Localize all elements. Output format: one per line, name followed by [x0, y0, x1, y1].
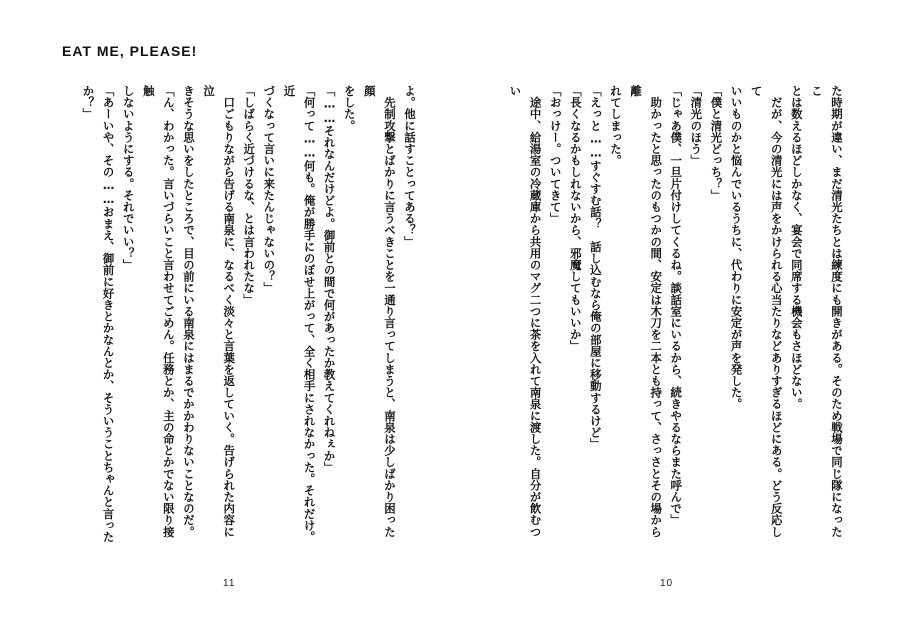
text-line: 「ん、わかった。言いづらいこと言わせてごめん。任務とか、主の命とかでない限り接触 — [141, 85, 176, 538]
left-page-text — [82, 85, 420, 545]
right-page-text — [507, 85, 847, 545]
running-header: EAT ME, PLEASE! — [62, 43, 198, 59]
page-number-left: 11 — [223, 578, 236, 589]
page-number-right: 10 — [660, 578, 674, 589]
text-line: 「あーいや、その……おまえ、御前に好きとかなんとか、そういうことちゃんと言った — [101, 85, 116, 543]
text-line: とは数えるほどしかなく、宴会で同席する機会もさほどない。 — [789, 85, 804, 410]
text-line: 「……それなんだけどよ。御前との間で何があったか教えてくれねぇか」 — [322, 85, 337, 473]
left-page — [82, 85, 420, 545]
text-line: よ。他に話すことってある？」 — [403, 85, 417, 248]
text-line: 口ごもりながら告げる南泉に、なるべく淡々と言葉を返していく。告げられた内容に泣 — [202, 85, 237, 538]
text-line: 「長くなるかもしれないから、邪魔してもいいか」 — [568, 85, 583, 352]
text-line: た時期が違い、まだ清光たちとは練度にも開きがある。そのため戦場で同じ隊になったこ — [809, 85, 844, 538]
text-line: 「しばらく近づけるな、とは言われたな」 — [242, 85, 257, 306]
text-line: 先制攻撃とばかりに言うべきことを一通り言ってしまうと、南泉は少しばかり困った顔 — [362, 85, 397, 538]
text-line: 「僕と清光どっち？」 — [709, 85, 724, 201]
text-line: 「えっと……すぐすむ話？ 話し込むなら俺の部屋に移動するけど」 — [588, 85, 603, 450]
right-page — [507, 85, 847, 545]
text-line: 「清光のほう」 — [689, 85, 704, 167]
text-line: づくなって言いに来たんじゃないの？」 — [262, 85, 277, 294]
text-line: 「おっけー。ついてきて」 — [548, 85, 563, 225]
text-line: か？」 — [82, 85, 96, 120]
text-line: をした。 — [342, 85, 357, 132]
text-line: いいものかと悩んでいるうちに、代わりに安定が声を発した。 — [729, 85, 744, 410]
text-line: しないようにする。それでいい？」 — [121, 85, 136, 271]
text-line: きそうな思いをしたところで、目の前にいる南泉にはまるでかかわりないことなのだ。 — [181, 85, 196, 538]
text-line: れてしまった。 — [608, 85, 623, 167]
text-line: 「じゃあ僕、一旦片付けしてくるね。談話室にいるから、続きやるならまた呼んで」 — [669, 85, 684, 526]
text-line: 「何って……何も。俺が勝手にのぼせ上がって、全く相手にされなかった。それだけ。近 — [282, 85, 317, 543]
text-line: 途中、給湯室の冷蔵庫から共用のマグ二つに茶を入れて南泉に渡した。自分が飲むつい — [508, 85, 543, 538]
text-line: だが、今の清光には声をかけられる心当たりなどありすぎるほどにある。どう反応して — [749, 85, 784, 538]
text-line: 助かったと思ったのもつかの間、安定は木刀を二本とも持って、さっさとその場から離 — [629, 85, 664, 538]
